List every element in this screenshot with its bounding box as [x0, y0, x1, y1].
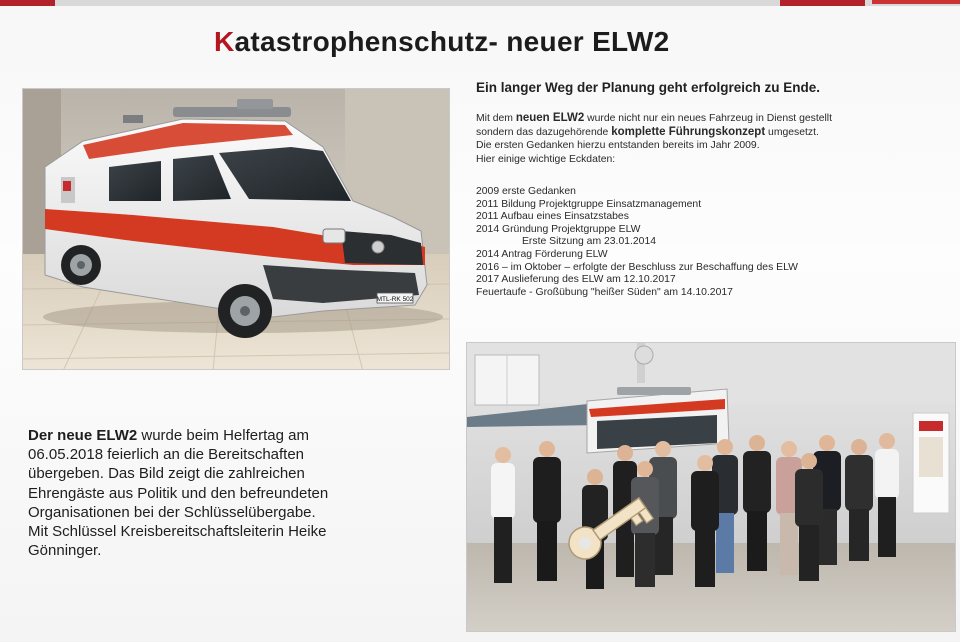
- intro-text: Mit dem: [476, 113, 516, 124]
- slide: [0, 6, 960, 642]
- van-illustration: [23, 89, 450, 370]
- timeline-list: [476, 186, 946, 299]
- intro-text: sondern das dazugehörende: [476, 126, 612, 138]
- intro-line-2: [476, 126, 946, 140]
- intro-bold: komplette Führungskonzept: [611, 125, 766, 138]
- timeline-item: 2014 Gründung Projektgruppe ELW: [476, 223, 641, 235]
- subtitle: Ein langer Weg der Planung geht erfolgreich zu Ende.: [476, 80, 821, 95]
- caption-line-5: Organisationen bei der Schlüsselübergabe.: [28, 503, 316, 521]
- group-photo: [466, 342, 956, 632]
- slide-title: [214, 26, 670, 58]
- caption-line-7: Gönninger.: [28, 542, 102, 560]
- intro-text: umgesetzt.: [765, 126, 819, 138]
- van-photo: [22, 88, 450, 370]
- title-first-letter: K: [214, 26, 235, 57]
- timeline-item: 2016 – im Oktober – erfolgte der Beschluss zur Beschaffung des ELW: [476, 261, 798, 273]
- caption-line-6: Mit Schlüssel Kreisbereitschaftsleiterin Heike: [28, 523, 327, 541]
- timeline-item: 2009 erste Gedanken: [476, 186, 576, 197]
- caption-line-3: übergeben. Das Bild zeigt die zahlreichen: [28, 465, 305, 483]
- timeline-item: 2014 Antrag Förderung ELW: [476, 248, 608, 260]
- timeline-item: Feuertaufe - Großübung "heißer Süden" am 14.10.2017: [476, 286, 733, 298]
- intro-paragraph: [476, 112, 946, 166]
- caption-paragraph: [28, 426, 448, 560]
- license-plate: MTL-RK 502: [376, 296, 414, 303]
- timeline-item: 2011 Aufbau eines Einsatzstabes: [476, 211, 629, 223]
- caption-line-1: [28, 426, 448, 445]
- intro-line-1: [476, 112, 946, 126]
- intro-line-4: Hier einige wichtige Eckdaten:: [476, 153, 616, 165]
- intro-line-3: Die ersten Gedanken hierzu entstanden bereits im Jahr 2009.: [476, 140, 760, 152]
- timeline-item: 2017 Auslieferung des ELW am 12.10.2017: [476, 274, 676, 286]
- caption-bold: Der neue ELW2: [28, 427, 138, 444]
- timeline-item: 2011 Bildung Projektgruppe Einsatzmanagement: [476, 198, 702, 210]
- title-text: atastrophenschutz- neuer ELW2: [234, 26, 670, 57]
- timeline-item: Erste Sitzung am 23.01.2014: [522, 236, 657, 248]
- caption-line-2: 06.05.2018 feierlich an die Bereitschaften: [28, 446, 305, 464]
- group-illustration: [467, 343, 956, 632]
- intro-bold: neuen ELW2: [515, 112, 585, 124]
- top-accent-right: [872, 0, 960, 4]
- caption-text: wurde beim Helfertag am: [137, 427, 309, 444]
- intro-text: wurde nicht nur ein neues Fahrzeug in Dienst gestellt: [584, 113, 833, 124]
- caption-line-4: Ehrengäste aus Politik und den befreundeten: [28, 484, 329, 502]
